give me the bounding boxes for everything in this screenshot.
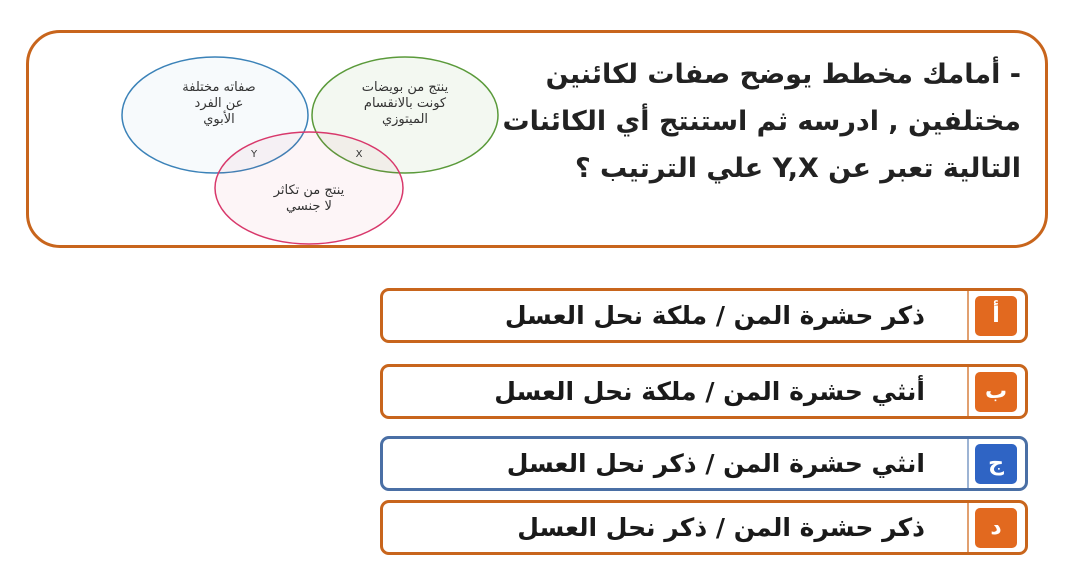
venn-bottom-line-1: ينتج من تكاثر <box>273 183 345 198</box>
question-card <box>26 30 1048 248</box>
option-d-badge: د <box>975 508 1017 548</box>
question-line-2: مختلفين , ادرسه ثم استنتج أي الكائنات <box>502 106 1021 137</box>
option-a-divider <box>967 291 969 340</box>
question-line-1: - أمامك مخطط يوضح صفات لكائنين <box>545 59 1021 90</box>
venn-right-line-1: ينتج من بويضات <box>361 80 449 95</box>
option-c-text: انثي حشرة المن / ذكر نحل العسل <box>506 449 925 478</box>
venn-diagram <box>87 51 507 251</box>
question-line-3: التالية تعبر عن Y,X علي الترتيب ؟ <box>575 153 1021 184</box>
option-d[interactable] <box>380 500 1028 555</box>
venn-left-line-3: الأبوي <box>203 112 235 127</box>
option-b[interactable] <box>380 364 1028 419</box>
option-b-divider <box>967 367 969 416</box>
venn-bottom-line-2: لا جنسي <box>286 199 332 214</box>
option-c-divider <box>967 439 969 488</box>
venn-mark-x: X <box>355 149 363 160</box>
question-text <box>481 51 1021 192</box>
option-c[interactable] <box>380 436 1028 491</box>
option-a-text: ذكر حشرة المن / ملكة نحل العسل <box>504 301 925 330</box>
venn-mark-y: Y <box>250 149 258 160</box>
venn-right-line-2: كونت بالانقسام <box>363 96 447 111</box>
venn-left-line-2: عن الفرد <box>194 96 244 111</box>
option-a[interactable] <box>380 288 1028 343</box>
option-a-badge: أ <box>975 296 1017 336</box>
option-d-divider <box>967 503 969 552</box>
venn-right-line-3: الميتوزي <box>381 112 429 127</box>
venn-left-line-1: صفاته مختلفة <box>182 80 256 95</box>
option-b-badge: ب <box>975 372 1017 412</box>
option-b-text: أنثي حشرة المن / ملكة نحل العسل <box>494 377 925 406</box>
option-d-text: ذكر حشرة المن / ذكر نحل العسل <box>517 513 925 542</box>
option-c-badge: ج <box>975 444 1017 484</box>
